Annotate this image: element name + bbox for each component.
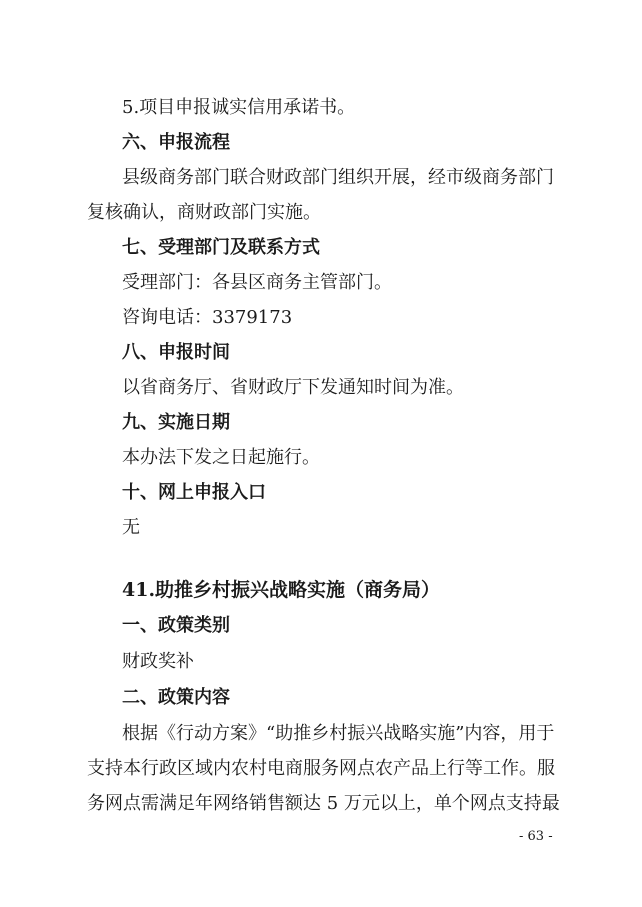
- text-line: 5.项目申报诚实信用承诺书。: [122, 97, 356, 118]
- text-line: 根据《行动方案》“助推乡村振兴战略实施”内容，用于: [122, 723, 555, 744]
- section-heading: 十、网上申报入口: [122, 482, 266, 503]
- section-heading: 七、受理部门及联系方式: [122, 237, 320, 258]
- text-line: 咨询电话：3379173: [122, 307, 293, 328]
- text-line: 务网点需满足年网络销售额达 5 万元以上，单个网点支持最: [87, 793, 560, 814]
- section-heading: 八、申报时间: [122, 342, 230, 363]
- text-line: 复核确认，商财政部门实施。: [87, 202, 321, 223]
- text-line: 支持本行政区域内农村电商服务网点农产品上行等工作。服: [87, 758, 555, 779]
- section-heading: 六、申报流程: [122, 132, 230, 153]
- policy-title: 41.助推乡村振兴战略实施（商务局）: [122, 579, 441, 601]
- section-heading: 一、政策类别: [122, 615, 230, 636]
- section-heading: 九、实施日期: [122, 412, 230, 433]
- text-line: 县级商务部门联合财政部门组织开展，经市级商务部门: [122, 167, 554, 188]
- text-line: 以省商务厅、省财政厅下发通知时间为准。: [122, 377, 464, 398]
- page-number: - 63 -: [519, 829, 553, 844]
- text-line: 受理部门：各县区商务主管部门。: [122, 272, 392, 293]
- text-line: 财政奖补: [122, 651, 194, 672]
- text-line: 无: [122, 517, 140, 538]
- text-line: 本办法下发之日起施行。: [122, 447, 320, 468]
- section-heading: 二、政策内容: [122, 687, 230, 708]
